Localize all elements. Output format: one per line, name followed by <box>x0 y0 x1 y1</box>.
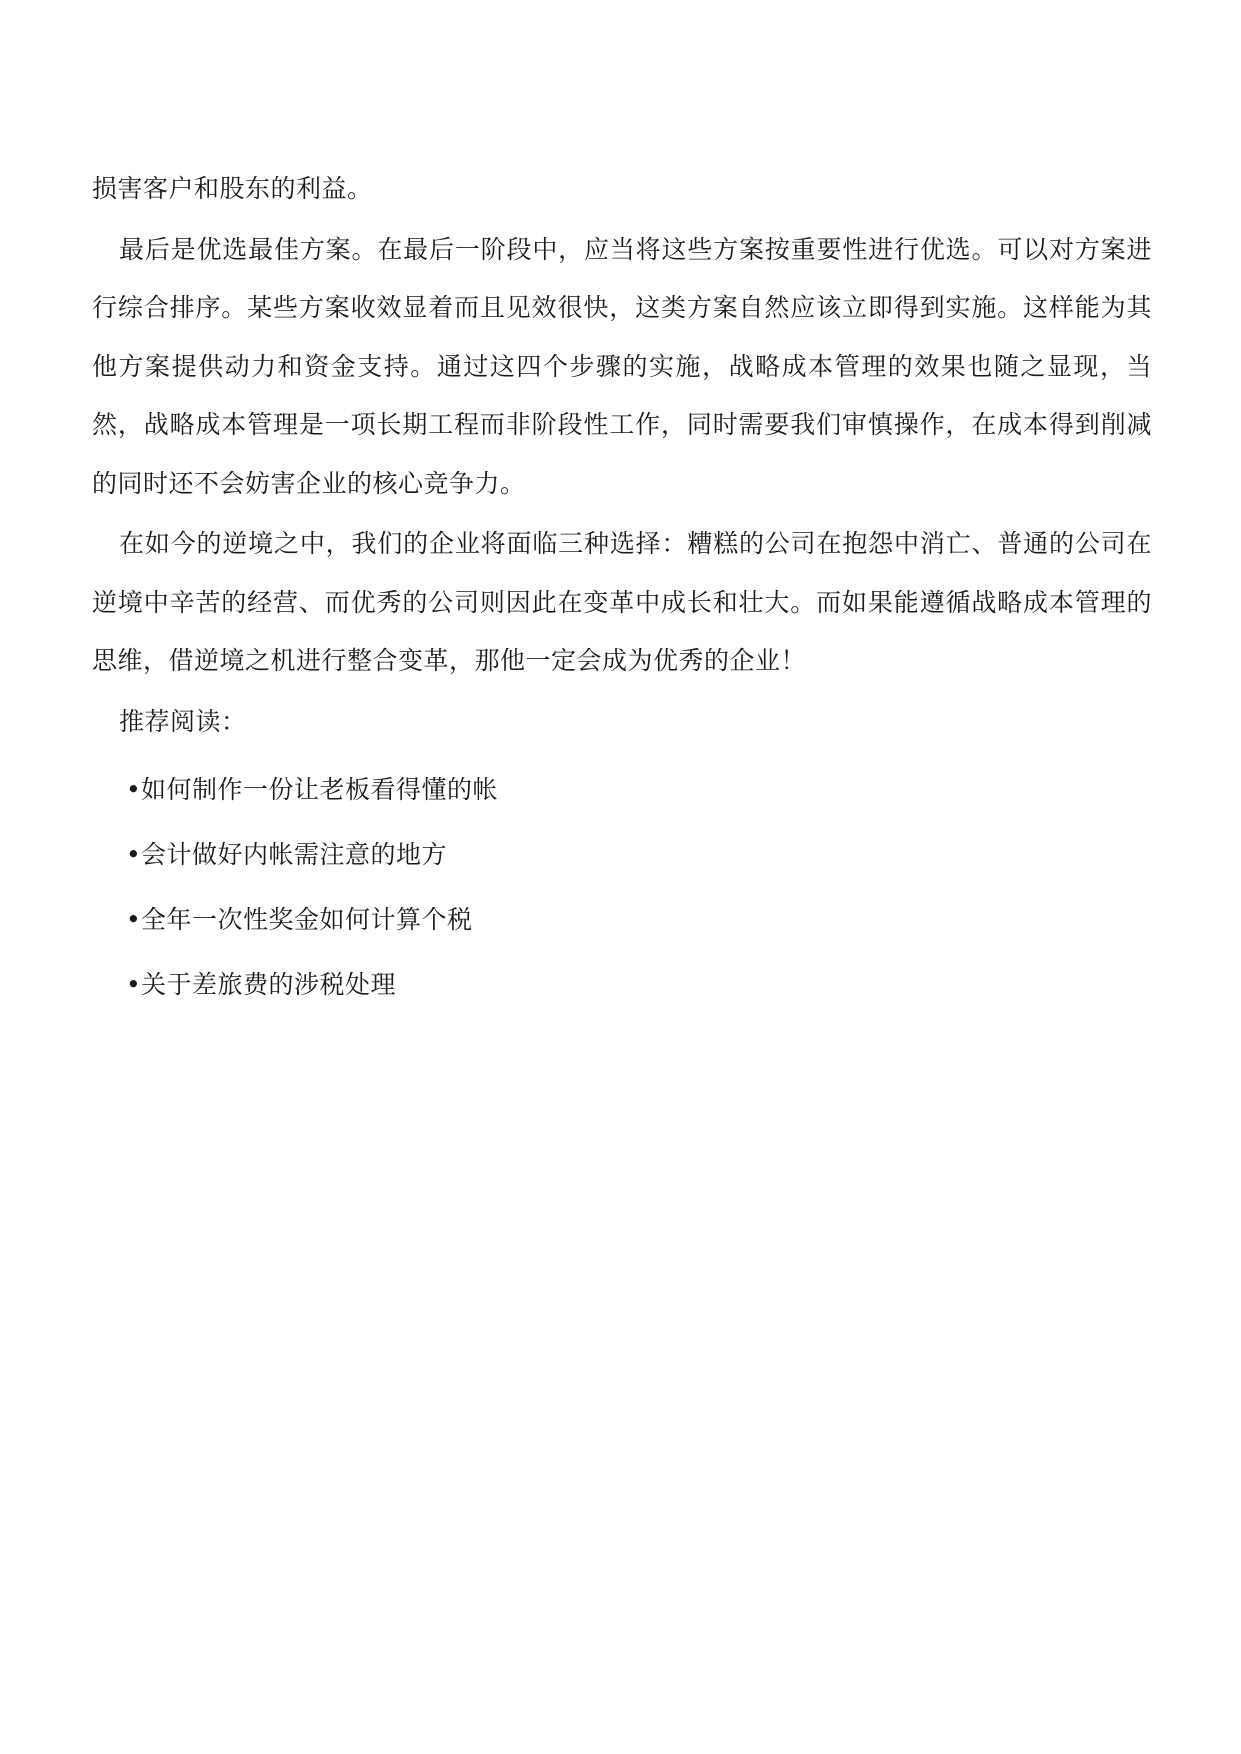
document-page <box>92 160 1152 1017</box>
list-item <box>126 822 1152 887</box>
paragraph-select-best-plan: 最后是优选最佳方案。在最后一阶段中，应当将这些方案按重要性进行优选。可以对方案进行综合排序。某些方案收效显着而且见效很快，这类方案自然应该立即得到实施。这样能为其他方案提供动力和资金支持。通过这四个步骤的实施，战略成本管理的效果也随之显现，当然，战略成本管理是一项长期工程而非阶段性工作，同时需要我们审慎操作，在成本得到削减的同时还不会妨害企业的核心竞争力。 <box>92 234 1152 498</box>
recommended-reading-heading: 推荐阅读： <box>119 706 247 736</box>
paragraph-adversity-choices: 在如今的逆境之中，我们的企业将面临三种选择：糟糕的公司在抱怨中消亡、普通的公司在逆境中辛苦的经营、而优秀的公司则因此在变革中成长和壮大。而如果能遵循战略成本管理的思维，借逆境之机进行整合变革，那他一定会成为优秀的企业！ <box>92 529 1152 675</box>
bullet-icon: • <box>126 970 142 999</box>
bullet-icon: • <box>126 905 142 934</box>
recommended-link[interactable]: 如何制作一份让老板看得懂的帐 <box>141 775 499 804</box>
recommended-reading-list <box>92 757 1152 1017</box>
recommended-link[interactable]: 会计做好内帐需注意的地方 <box>141 840 448 869</box>
paragraph-continuation: 损害客户和股东的利益。 <box>92 174 373 203</box>
list-item <box>126 757 1152 822</box>
bullet-icon: • <box>126 775 142 804</box>
bullet-icon: • <box>126 840 142 869</box>
list-item <box>126 952 1152 1017</box>
recommended-link[interactable]: 关于差旅费的涉税处理 <box>141 970 397 999</box>
recommended-link[interactable]: 全年一次性奖金如何计算个税 <box>141 905 473 934</box>
list-item <box>126 887 1152 952</box>
